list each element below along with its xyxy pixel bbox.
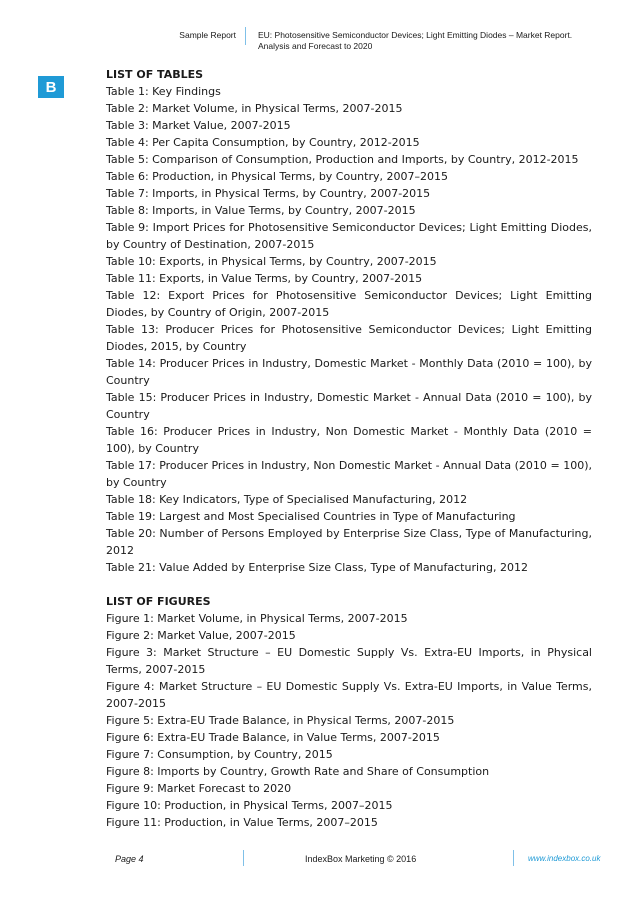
figure-entry: Figure 1: Market Volume, in Physical Terms, 2007-2015 xyxy=(106,612,408,625)
table-entry: Table 19: Largest and Most Specialised Countries in Type of Manufacturing xyxy=(106,510,516,523)
page-number: Page 4 xyxy=(115,854,144,864)
figure-entry: Figure 9: Market Forecast to 2020 xyxy=(106,782,292,795)
figure-entry: Figure 6: Extra-EU Trade Balance, in Value Terms, 2007-2015 xyxy=(106,731,440,744)
table-entry: Table 12: Export Prices for Photosensitive Semiconductor Devices; Light Emitting Diodes, by Country of Origin, 2007-2015 xyxy=(106,289,592,319)
figure-entry: Figure 5: Extra-EU Trade Balance, in Physical Terms, 2007-2015 xyxy=(106,714,455,727)
table-entry: Table 5: Comparison of Consumption, Production and Imports, by Country, 2012-2015 xyxy=(106,153,579,166)
table-entry: Table 13: Producer Prices for Photosensitive Semiconductor Devices; Light Emitting Diodes, 2015, by Country xyxy=(106,323,592,353)
footer-divider xyxy=(243,850,244,866)
section-spacer xyxy=(106,576,592,593)
table-entry: Table 4: Per Capita Consumption, by Country, 2012-2015 xyxy=(106,136,420,149)
table-entry: Table 15: Producer Prices in Industry, Domestic Market - Annual Data (2010 = 100), by Country xyxy=(106,391,592,421)
figure-entry: Figure 8: Imports by Country, Growth Rate and Share of Consumption xyxy=(106,765,490,778)
table-entry: Table 14: Producer Prices in Industry, Domestic Market - Monthly Data (2010 = 100), by Country xyxy=(106,357,592,387)
figure-entry: Figure 11: Production, in Value Terms, 2007–2015 xyxy=(106,816,378,829)
table-entry: Table 1: Key Findings xyxy=(106,85,221,98)
footer-copyright: IndexBox Marketing © 2016 xyxy=(305,854,417,864)
header-report-title: EU: Photosensitive Semiconductor Devices; Light Emitting Diodes – Market Report. Analysis and Forecast to 2020 xyxy=(258,30,573,51)
document-body xyxy=(106,66,592,831)
header-divider xyxy=(245,27,246,45)
indexbox-logo xyxy=(38,76,64,98)
header-report-type: Sample Report xyxy=(179,30,236,40)
table-entry: Table 16: Producer Prices in Industry, Non Domestic Market - Monthly Data (2010 = 100), by Country xyxy=(106,425,592,455)
table-entry: Table 9: Import Prices for Photosensitive Semiconductor Devices; Light Emitting Diodes, by Country of Destination, 2007-2015 xyxy=(106,221,592,251)
table-entry: Table 20: Number of Persons Employed by Enterprise Size Class, Type of Manufacturing, 2012 xyxy=(106,527,592,557)
table-entry: Table 17: Producer Prices in Industry, Non Domestic Market - Annual Data (2010 = 100), by Country xyxy=(106,459,592,489)
figure-entry: Figure 2: Market Value, 2007-2015 xyxy=(106,629,296,642)
figure-entry: Figure 10: Production, in Physical Terms, 2007–2015 xyxy=(106,799,393,812)
figure-entry: Figure 7: Consumption, by Country, 2015 xyxy=(106,748,333,761)
table-entry: Table 8: Imports, in Value Terms, by Country, 2007-2015 xyxy=(106,204,416,217)
footer-website-link[interactable]: www.indexbox.co.uk xyxy=(528,854,601,863)
table-entry: Table 10: Exports, in Physical Terms, by Country, 2007-2015 xyxy=(106,255,437,268)
table-entry: Table 2: Market Volume, in Physical Terms, 2007-2015 xyxy=(106,102,403,115)
list-of-tables-heading: LIST OF TABLES xyxy=(106,68,204,81)
table-entry: Table 3: Market Value, 2007-2015 xyxy=(106,119,291,132)
logo-letter: B xyxy=(45,78,57,96)
list-of-figures-heading: LIST OF FIGURES xyxy=(106,595,211,608)
footer-divider xyxy=(513,850,514,866)
figure-entry: Figure 3: Market Structure – EU Domestic Supply Vs. Extra-EU Imports, in Physical Terms, 2007-2015 xyxy=(106,646,592,676)
table-entry: Table 6: Production, in Physical Terms, by Country, 2007–2015 xyxy=(106,170,448,183)
table-entry: Table 21: Value Added by Enterprise Size Class, Type of Manufacturing, 2012 xyxy=(106,561,528,574)
figure-entry: Figure 4: Market Structure – EU Domestic Supply Vs. Extra-EU Imports, in Value Terms, 2007-2015 xyxy=(106,680,592,710)
table-entry: Table 11: Exports, in Value Terms, by Country, 2007-2015 xyxy=(106,272,423,285)
table-entry: Table 18: Key Indicators, Type of Specialised Manufacturing, 2012 xyxy=(106,493,468,506)
table-entry: Table 7: Imports, in Physical Terms, by Country, 2007-2015 xyxy=(106,187,431,200)
